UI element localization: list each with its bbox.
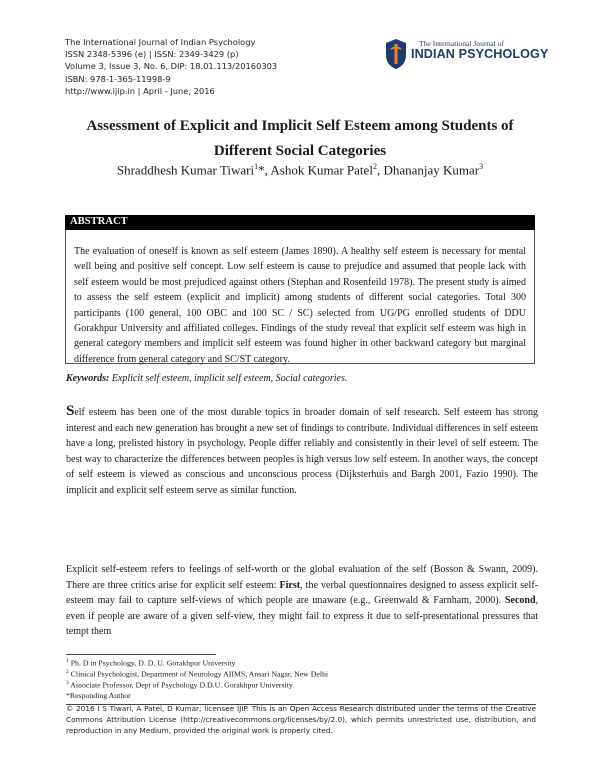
body-paragraph-1 xyxy=(66,405,538,499)
footnote-1-text: Ph. D in Psychology, D. D. U. Gorakhpur University xyxy=(68,658,236,668)
footnote-2-number: 2 xyxy=(66,669,69,676)
body-paragraph-1-text: elf esteem has been one of the most durable topics in broader domain of self research. Self esteem has strong interest and each new generation has brought a new set of findings to contribute. Individual differences in self esteem have a long, prelisted history in psychology. People differ reliably and consistently in their level of self esteem. The best way to characterize the differences between peoples is high versus low self esteem. In another ways, the concept of self esteem is viewed as conscious and unconscious process (Dijksterhuis and Bargh 2001, Fazio 1990). The implicit and explicit self esteem serve as similar function. xyxy=(66,407,538,496)
journal-logo xyxy=(383,33,549,75)
volume-line: Volume 3, Issue 3, No. 6, DIP: 18.01.113/20160303 xyxy=(65,61,278,72)
footnote-1 xyxy=(66,657,536,668)
paper-title-line-1: Assessment of Explicit and Implicit Self Esteem among Students of xyxy=(86,118,514,134)
license-text: © 2016 I S Tiwari, A Patel, D Kumar; licensee IJIP. This is an Open Access Research distributed under the terms of the Creative Commons Attribution License (http://creativecommons.org/licenses/by/2.0), which permits unrestricted use, distribution, and reproduction in any Medium, provided the original work is properly cited. xyxy=(66,704,536,735)
logo-emblem-icon xyxy=(383,37,409,71)
keywords-text: Explicit self esteem, implicit self esteem, Social categories. xyxy=(109,373,348,384)
logo-big-text: INDIAN PSYCHOLOGY xyxy=(411,47,549,61)
author-1-affiliation: 1 xyxy=(254,162,259,171)
journal-meta xyxy=(65,36,395,97)
footnote-3-text: Associate Professor, Dept of Psychology D.D.U. Gorakhpur University xyxy=(68,680,293,690)
author-separator: , xyxy=(264,162,271,178)
author-1: Shraddhesh Kumar Tiwari xyxy=(116,162,255,178)
author-3: Dhananjay Kumar xyxy=(383,162,480,178)
body-paragraph-2 xyxy=(66,562,538,640)
abstract-text: The evaluation of oneself is known as self esteem (James 1890). A healthy self esteem is necessary for mental well being and positive self concept. Low self esteem is cause to prejudice and assumed that people lack with self esteem would be most prejudiced against others (Stephan and Rosenfeild 1978). The present study is aimed to assess the self esteem (explicit and implicit) among students of different social categories. Total 300 participants (100 general, 100 OBC and 100 SC / SC) selected from UG/PG enrolled students of DDU Gorakhpur University and affiliated colleges. Findings of the study reveal that explicit self esteem was high in general category members and implicit self esteem was found higher in other backward category but marginal difference from general category and SC/ST category. xyxy=(74,246,526,365)
drop-cap: S xyxy=(66,403,75,419)
paper-title-line-2: Different Social Categories xyxy=(213,143,387,159)
footnote-3-number: 3 xyxy=(66,680,69,687)
url-date-line[interactable]: http://www.ijip.in | April - June, 2016 xyxy=(65,85,215,96)
footnote-divider xyxy=(66,654,216,655)
keywords xyxy=(66,373,347,384)
footnote-2-text: Clinical Psychologist, Department of Neurology AIIMS, Ansari Nagar, New Delhi xyxy=(68,669,329,679)
footnotes xyxy=(66,657,536,700)
body-paragraph-2-text-b: , the verbal questionnaires designed to assess explicit self-esteem may fail to capture self-views of which people are unaware (e.g., Greenwald & Farnham, 2000). xyxy=(66,579,538,607)
isbn-line: ISBN: 978-1-365-11998-9 xyxy=(65,73,171,84)
logo-small-text: The International Journal of xyxy=(419,39,504,48)
author-list xyxy=(60,162,540,178)
body-paragraph-2-text-c: , even if people are aware of a given self-view, they might fail to express it due to self-presentational pressures that tempt them xyxy=(66,595,538,638)
issn-line: ISSN 2348-5396 (e) | ISSN: 2349-3429 (p) xyxy=(65,49,239,60)
author-2: Ashok Kumar Patel xyxy=(270,162,373,178)
footnote-3 xyxy=(66,679,536,690)
second-label: Second xyxy=(504,595,536,607)
author-separator: , xyxy=(376,162,384,178)
footnote-2 xyxy=(66,668,536,679)
body-paragraph-2-text-a: Explicit self-esteem refers to feelings of self-worth or the global evaluation of the self (Bosson & Swann, 2009). There are three critics arise for explicit self esteem: xyxy=(66,564,538,591)
journal-name: The International Journal of Indian Psychology xyxy=(65,37,256,47)
author-3-affiliation: 3 xyxy=(479,162,484,171)
corresponding-mark: * xyxy=(258,162,265,178)
keywords-label: Keywords: xyxy=(66,373,110,384)
first-label: First xyxy=(279,579,301,591)
abstract-heading-bar xyxy=(65,215,535,230)
abstract-heading: ABSTRACT xyxy=(70,216,128,227)
footnote-1-number: 1 xyxy=(66,658,69,664)
footnote-4: *Responding Author xyxy=(66,690,131,700)
author-2-affiliation: 2 xyxy=(372,162,377,171)
